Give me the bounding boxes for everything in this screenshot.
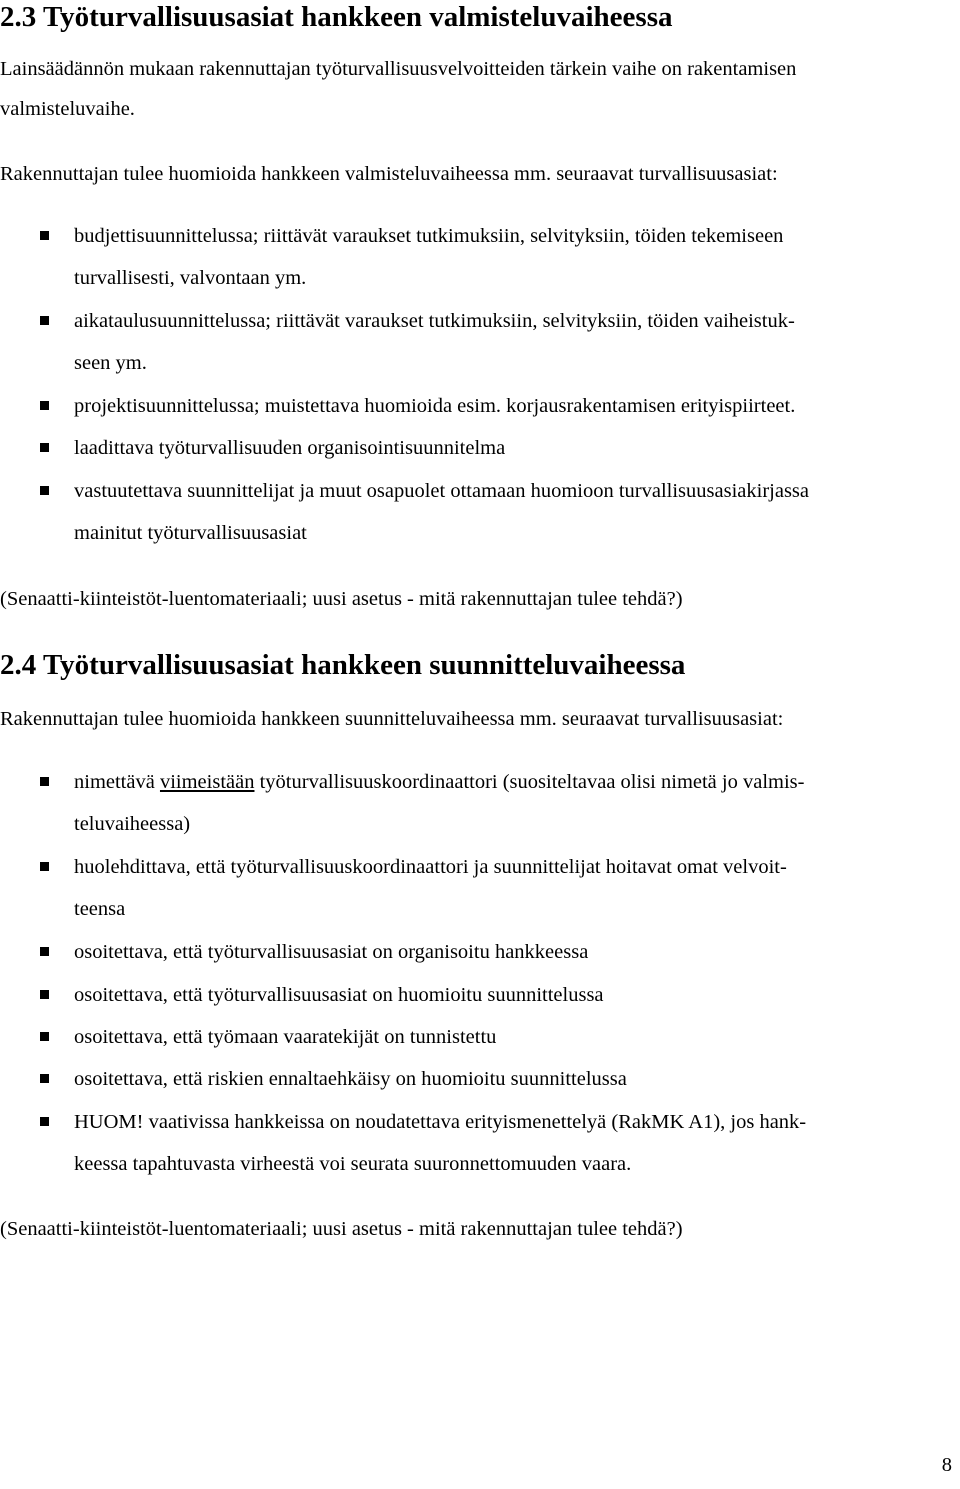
square-bullet-icon <box>40 1074 49 1083</box>
square-bullet-icon <box>40 1032 49 1041</box>
section2-lead: Rakennuttajan tulee huomioida hankkeen suunnitteluvaiheessa mm. seuraavat turvallisuusasiat: <box>0 708 784 730</box>
list-item-text: osoitettava, että työturvallisuusasiat on organisoitu hankkeessa <box>74 941 589 963</box>
section1-lead: Rakennuttajan tulee huomioida hankkeen valmisteluvaiheessa mm. seuraavat turvallisuusasiat: <box>0 163 778 185</box>
intro-paragraph-line2: valmisteluvaihe. <box>0 98 135 120</box>
square-bullet-icon <box>40 486 49 495</box>
list-item-text: laadittava työturvallisuuden organisointisuunnitelma <box>74 437 506 459</box>
list-item-text: projektisuunnittelussa; muistettava huomioida esim. korjausrakentamisen erityispiirteet. <box>74 395 796 417</box>
square-bullet-icon <box>40 401 49 410</box>
list-item-line1: aikataulusuunnittelussa; riittävät varaukset tutkimuksiin, selvityksiin, töiden vaiheistuk- <box>74 310 795 332</box>
square-bullet-icon <box>40 990 49 999</box>
square-bullet-icon <box>40 443 49 452</box>
list-item-line2: teluvaiheessa) <box>74 813 191 835</box>
square-bullet-icon <box>40 316 49 325</box>
list-item-line2: mainitut työturvallisuusasiat <box>74 522 307 544</box>
list-item-line1: vastuutettava suunnittelijat ja muut osapuolet ottamaan huomioon turvallisuusasiakirjassa <box>74 480 810 502</box>
square-bullet-icon <box>40 777 49 786</box>
list-item-line1: budjettisuunnittelussa; riittävät varaukset tutkimuksiin, selvityksiin, töiden tekemiseen <box>74 225 784 247</box>
list-item-text: osoitettava, että riskien ennaltaehkäisy on huomioitu suunnittelussa <box>74 1068 627 1090</box>
square-bullet-icon <box>40 231 49 240</box>
section-heading-2-4: 2.4 Työturvallisuusasiat hankkeen suunnitteluvaiheessa <box>0 649 686 681</box>
square-bullet-icon <box>40 1117 49 1126</box>
section-heading-2-3: 2.3 Työturvallisuusasiat hankkeen valmisteluvaiheessa <box>0 1 673 33</box>
list-item-line1: nimettävä viimeistään työturvallisuuskoordinaattori (suositeltavaa olisi nimetä jo valmis- <box>74 771 805 793</box>
intro-paragraph-line1: Lainsäädännön mukaan rakennuttajan työturvallisuusvelvoitteiden tärkein vaihe on rakentamisen <box>0 58 797 80</box>
list-item-line2: keessa tapahtuvasta virheestä voi seurata suuronnettomuuden vaara. <box>74 1153 632 1175</box>
list-item-line2: teensa <box>74 898 126 920</box>
list-item-line2: seen ym. <box>74 352 147 374</box>
list-item-line1: HUOM! vaativissa hankkeissa on noudatettava erityismenettelyä (RakMK A1), jos hank- <box>74 1111 807 1133</box>
list-item-line2: turvallisesti, valvontaan ym. <box>74 267 307 289</box>
list-item-line1: huolehdittava, että työturvallisuuskoordinaattori ja suunnittelijat hoitavat omat velvoit- <box>74 856 787 878</box>
page-number: 8 <box>941 1454 952 1476</box>
section1-source: (Senaatti-kiinteistöt-luentomateriaali; uusi asetus - mitä rakennuttajan tulee tehdä?) <box>0 588 683 610</box>
list-item-text: osoitettava, että työturvallisuusasiat on huomioitu suunnittelussa <box>74 984 604 1006</box>
underlined-emphasis: viimeistään <box>159 771 255 793</box>
list-item-text: osoitettava, että työmaan vaaratekijät on tunnistettu <box>74 1026 497 1048</box>
square-bullet-icon <box>40 862 49 871</box>
section2-source: (Senaatti-kiinteistöt-luentomateriaali; uusi asetus - mitä rakennuttajan tulee tehdä?) <box>0 1218 683 1240</box>
square-bullet-icon <box>40 947 49 956</box>
